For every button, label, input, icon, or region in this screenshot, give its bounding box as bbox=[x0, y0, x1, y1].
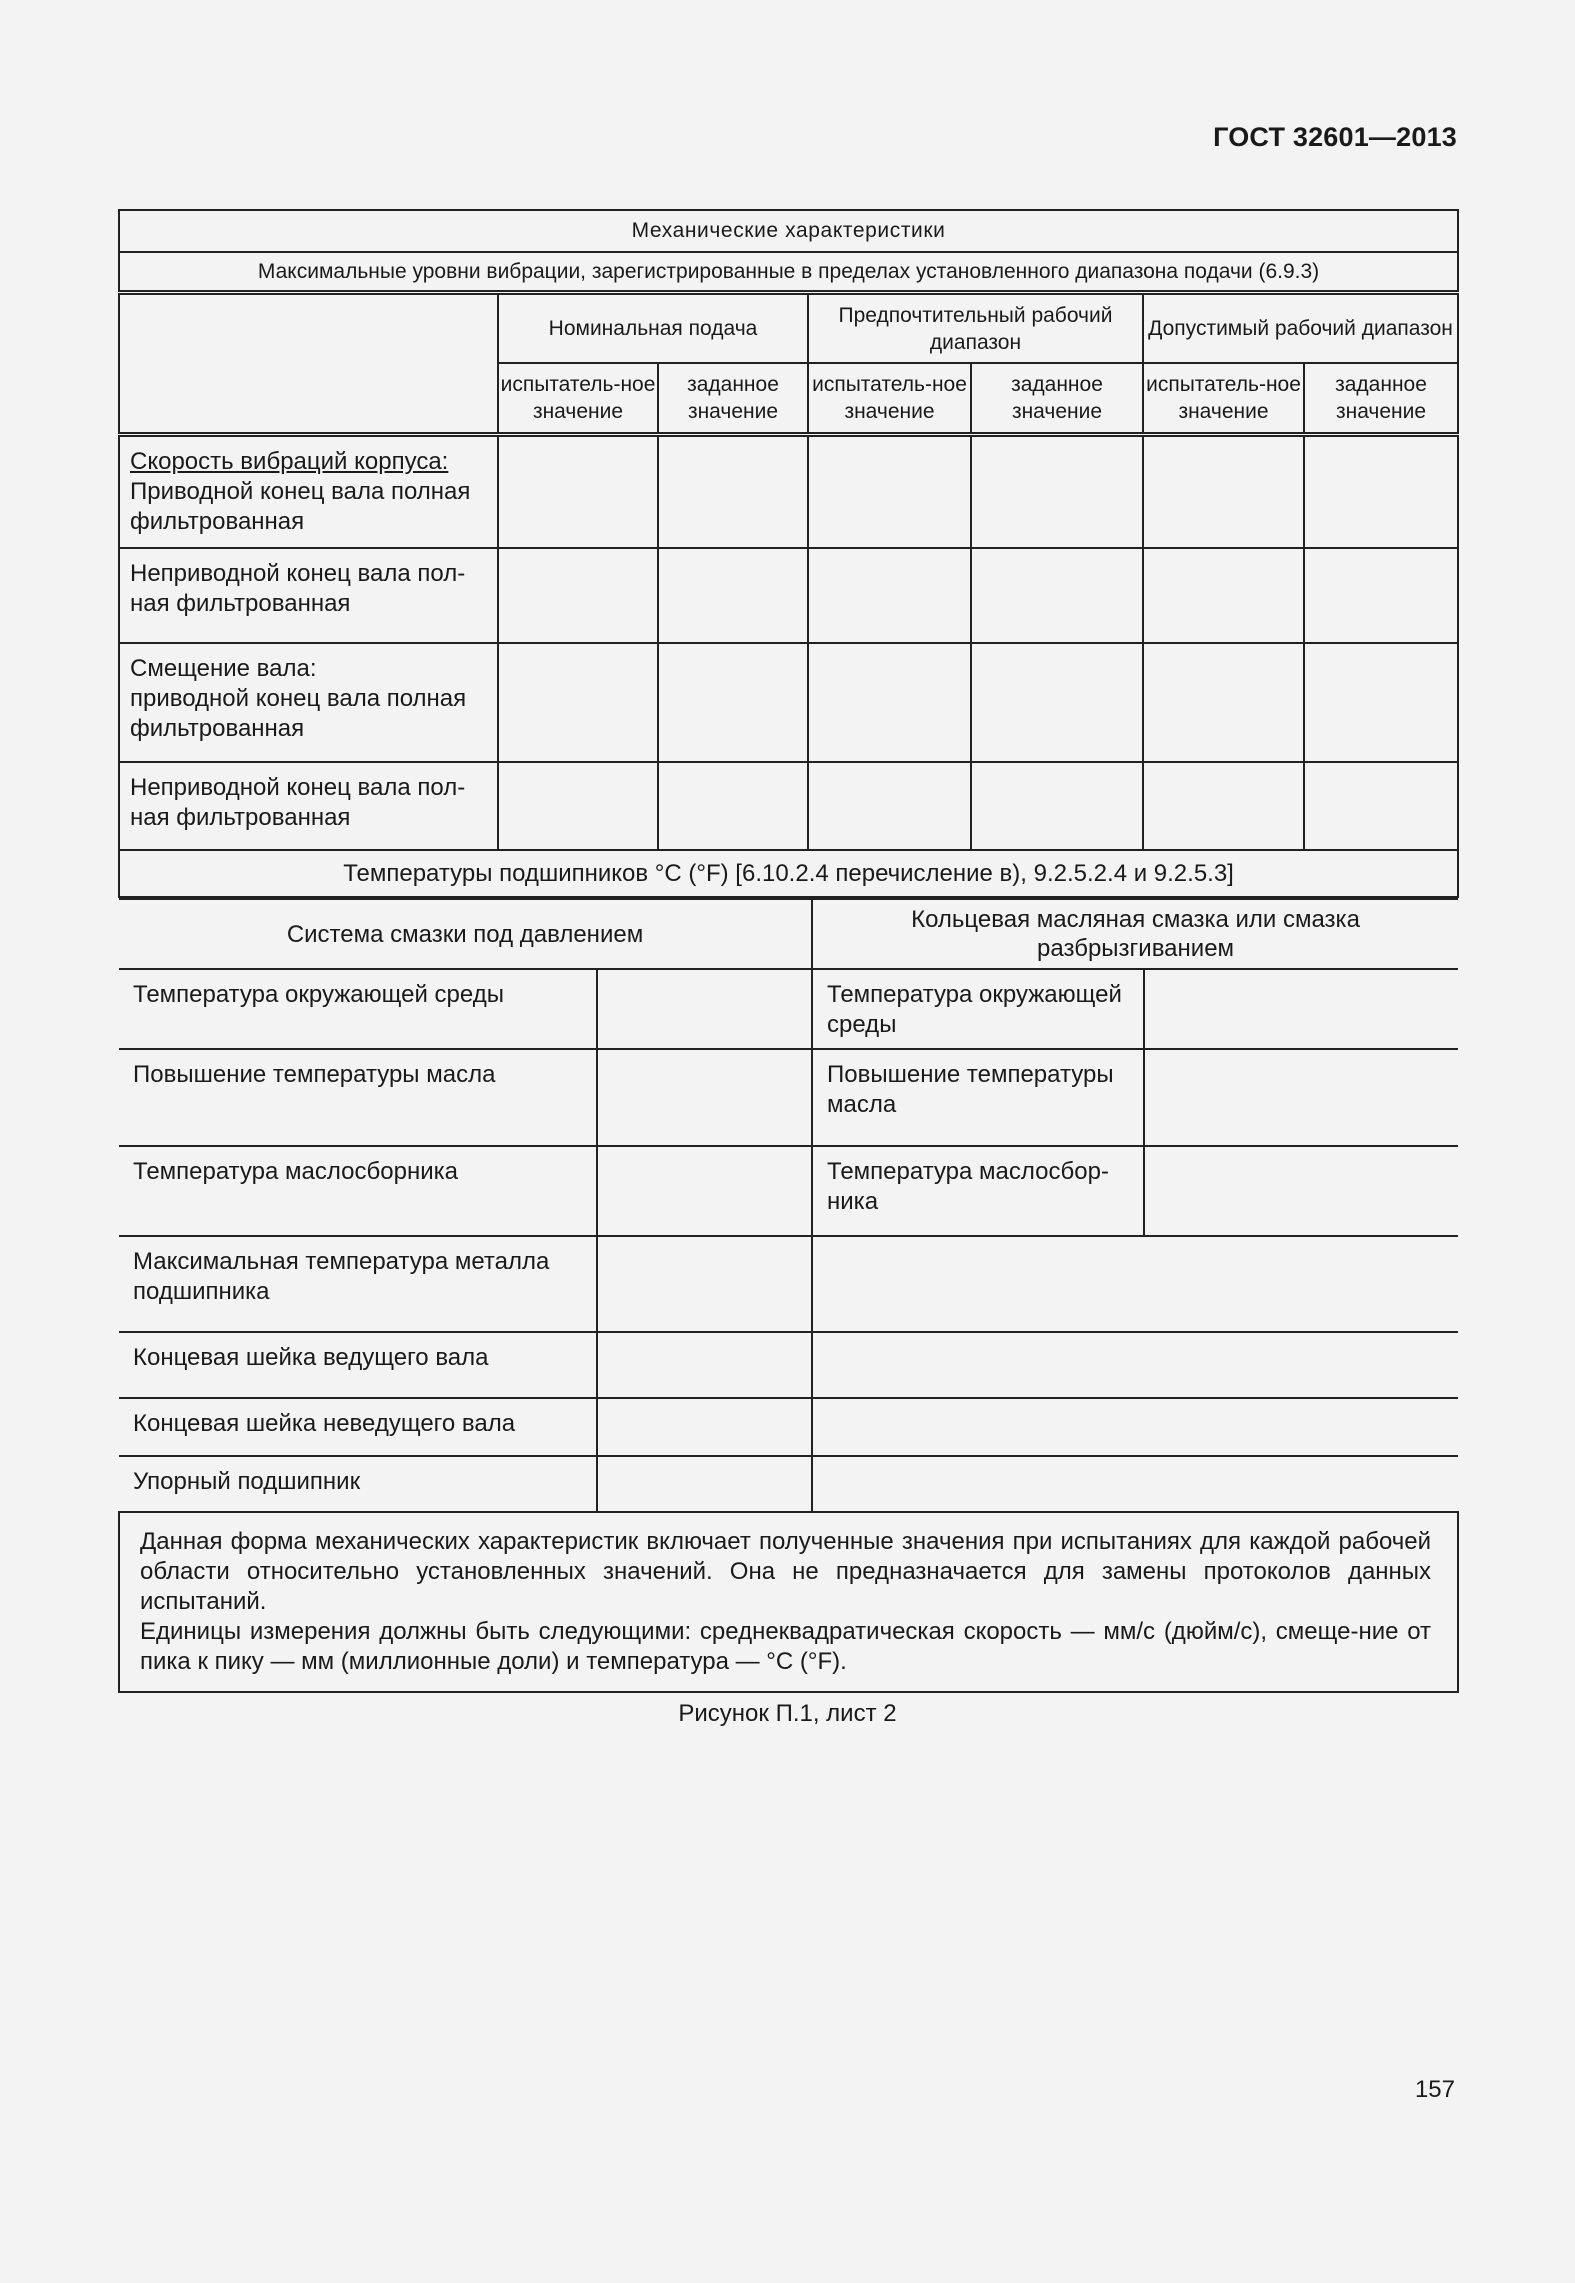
table-title: Механические характеристики bbox=[119, 210, 1458, 252]
value-cell bbox=[1143, 548, 1304, 643]
left-system-header: Система смазки под давлением bbox=[119, 899, 812, 969]
metal-temp-label: Максимальная температура металла подшипника bbox=[119, 1236, 597, 1332]
value-cell bbox=[597, 1236, 812, 1332]
temp-label-right: Повышение температуры масла bbox=[812, 1049, 1144, 1146]
value-cell bbox=[597, 1456, 812, 1511]
document-code: ГОСТ 32601—2013 bbox=[1213, 122, 1457, 152]
group-preferred-range: Предпочтительный рабочий диапазон bbox=[808, 293, 1143, 364]
value-cell bbox=[971, 548, 1143, 643]
value-cell bbox=[1143, 435, 1304, 549]
value-cell bbox=[597, 1398, 812, 1456]
value-cell bbox=[1144, 969, 1458, 1049]
value-cell bbox=[1304, 435, 1458, 549]
value-cell bbox=[498, 548, 658, 643]
value-cell bbox=[971, 762, 1143, 850]
empty-cell bbox=[812, 1398, 1458, 1456]
value-cell bbox=[597, 1146, 812, 1236]
value-cell bbox=[1304, 762, 1458, 850]
figure-caption: Рисунок П.1, лист 2 bbox=[678, 1700, 897, 1727]
value-cell bbox=[1143, 643, 1304, 762]
row-heading: Скорость вибраций корпуса: bbox=[130, 448, 449, 475]
vibration-row-label bbox=[119, 643, 498, 762]
subcol-test-value: испытатель-ное значение bbox=[808, 363, 971, 435]
value-cell bbox=[498, 643, 658, 762]
value-cell bbox=[808, 548, 971, 643]
empty-cell bbox=[812, 1456, 1458, 1511]
temp-label-right: Температура окружающей среды bbox=[812, 969, 1144, 1049]
row-text: Приводной конец вала полная фильтрованная bbox=[130, 478, 471, 535]
row-heading: Смещение вала: bbox=[130, 655, 317, 682]
temp-label-right: Температура маслосбор-ника bbox=[812, 1146, 1144, 1236]
metal-temp-label: Концевая шейка неведущего вала bbox=[119, 1398, 597, 1456]
note-paragraph: Данная форма механических характеристик включает полученные значения при испытаниях для каждой рабочей области относительно установленных значений. Она не предназначается для замены протоколов данных испытаний. bbox=[140, 1528, 1432, 1615]
group-allowable-range: Допустимый рабочий диапазон bbox=[1143, 293, 1458, 364]
group-nominal-flow: Номинальная подача bbox=[498, 293, 808, 364]
subcol-test-value: испытатель-ное значение bbox=[1143, 363, 1304, 435]
temp-label-left: Температура маслосборника bbox=[119, 1146, 597, 1236]
subcol-set-value: заданное значение bbox=[658, 363, 808, 435]
value-cell bbox=[658, 643, 808, 762]
temp-label-left: Повышение температуры масла bbox=[119, 1049, 597, 1146]
empty-cell bbox=[812, 1236, 1458, 1332]
bearing-temperatures-title: Температуры подшипников °С (°F) [6.10.2.4 перечисление в), 9.2.5.2.4 и 9.2.5.3] bbox=[119, 850, 1458, 897]
table-note bbox=[119, 1512, 1458, 1692]
right-system-header: Кольцевая масляная смазка или смазка разбрызгиванием bbox=[812, 899, 1458, 969]
value-cell bbox=[498, 762, 658, 850]
empty-cell bbox=[812, 1332, 1458, 1398]
temp-label-left: Температура окружающей среды bbox=[119, 969, 597, 1049]
note-paragraph: Единицы измерения должны быть следующими: среднеквадратическая скорость — мм/с (дюйм/с), смеще-ние от пика к пику — мм (миллионные доли) и температура — °С (°F). bbox=[140, 1618, 1432, 1675]
row-text: приводной конец вала полная фильтрованная bbox=[130, 685, 467, 742]
subcol-test-value: испытатель-ное значение bbox=[498, 363, 658, 435]
empty-corner-cell bbox=[119, 293, 498, 435]
vibration-row-label bbox=[119, 435, 498, 549]
value-cell bbox=[597, 1332, 812, 1398]
value-cell bbox=[597, 969, 812, 1049]
value-cell bbox=[597, 1049, 812, 1146]
subcol-set-value: заданное значение bbox=[971, 363, 1143, 435]
value-cell bbox=[1143, 762, 1304, 850]
value-cell bbox=[808, 762, 971, 850]
table-subtitle: Максимальные уровни вибрации, зарегистрированные в пределах установленного диапазона подачи (6.9.3) bbox=[119, 252, 1458, 293]
metal-temp-label: Концевая шейка ведущего вала bbox=[119, 1332, 597, 1398]
vibration-row-label bbox=[119, 548, 498, 643]
row-text: Неприводной конец вала пол-ная фильтрованная bbox=[130, 774, 466, 831]
vibration-row-label bbox=[119, 762, 498, 850]
value-cell bbox=[1144, 1049, 1458, 1146]
value-cell bbox=[1304, 548, 1458, 643]
page-number: 157 bbox=[1414, 2076, 1455, 2103]
value-cell bbox=[498, 435, 658, 549]
value-cell bbox=[658, 548, 808, 643]
bearing-temperatures-subtable bbox=[119, 898, 1458, 1511]
value-cell bbox=[971, 643, 1143, 762]
value-cell bbox=[1304, 643, 1458, 762]
value-cell bbox=[658, 762, 808, 850]
value-cell bbox=[808, 435, 971, 549]
mechanical-characteristics-table bbox=[118, 209, 1459, 1693]
value-cell bbox=[658, 435, 808, 549]
metal-temp-label: Упорный подшипник bbox=[119, 1456, 597, 1511]
row-text: Неприводной конец вала пол-ная фильтрованная bbox=[130, 560, 466, 617]
value-cell bbox=[971, 435, 1143, 549]
value-cell bbox=[1144, 1146, 1458, 1236]
value-cell bbox=[808, 643, 971, 762]
subcol-set-value: заданное значение bbox=[1304, 363, 1458, 435]
